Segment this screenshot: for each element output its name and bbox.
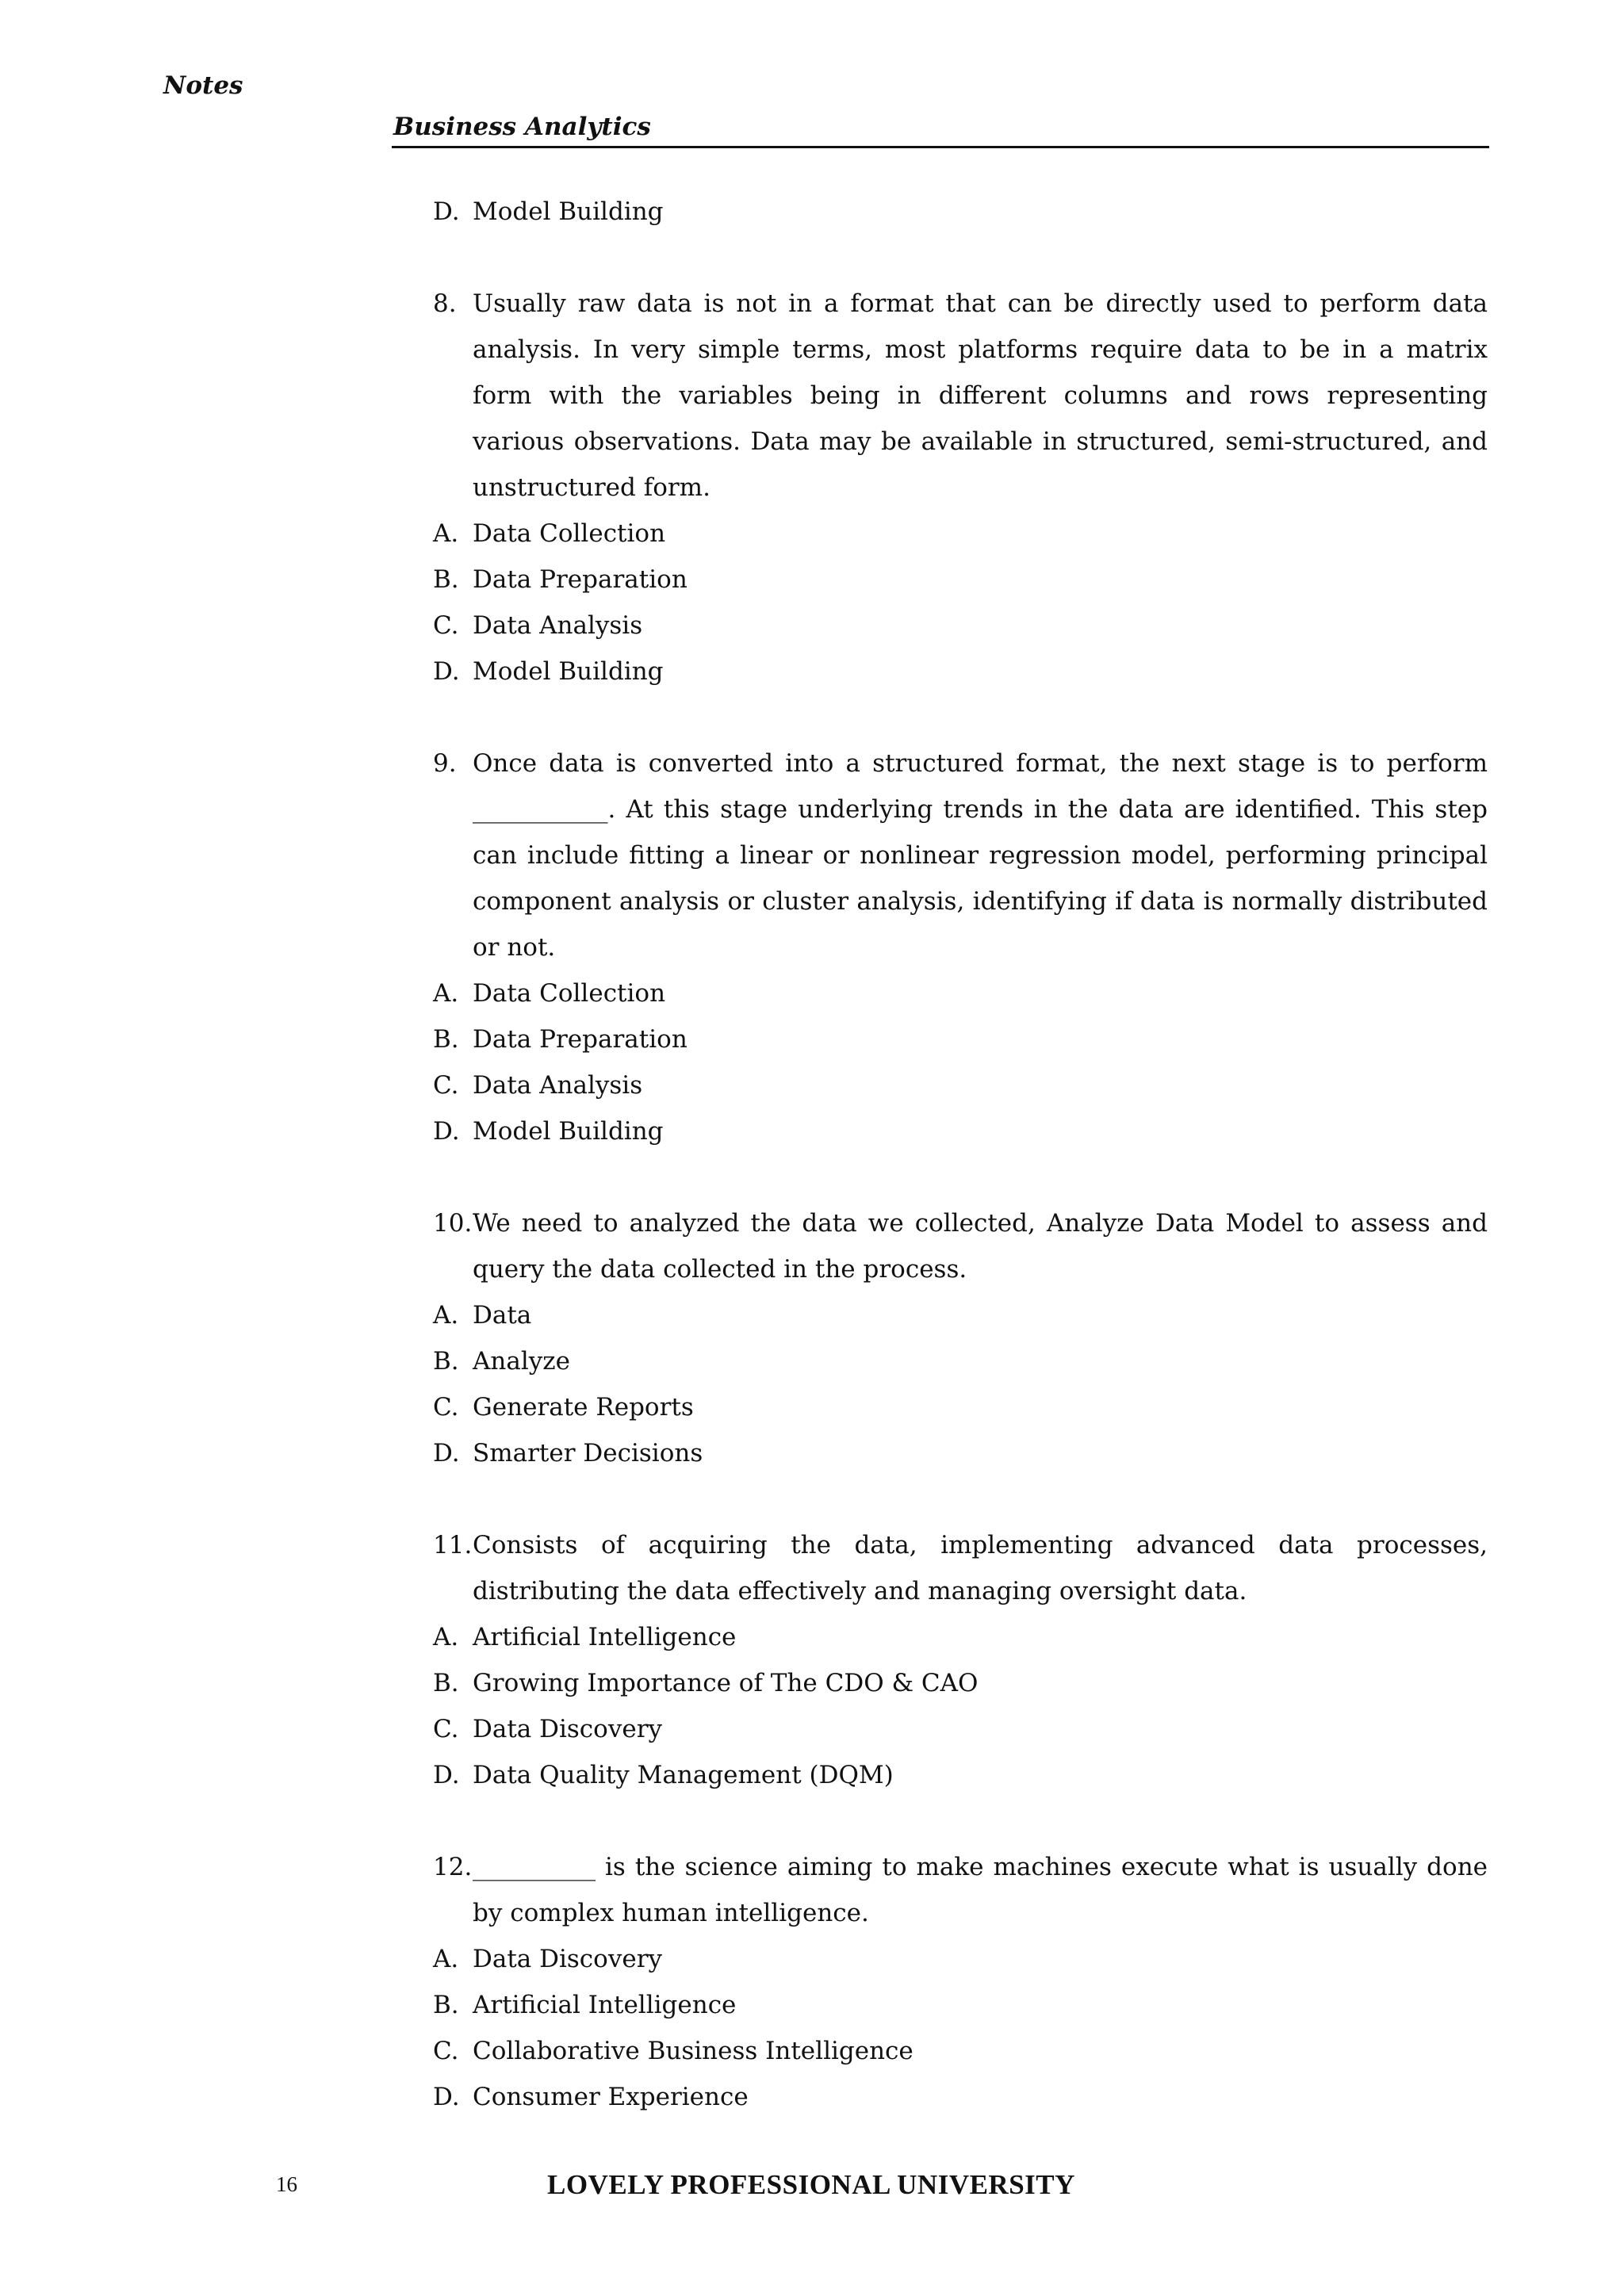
margin-notes-label: Notes: [163, 71, 243, 100]
option-label: A.: [433, 1623, 459, 1651]
question-8: [433, 281, 1488, 695]
option: [433, 1292, 1488, 1338]
option-text: Artificial Intelligence: [473, 1991, 737, 2019]
option-label: A.: [433, 1301, 459, 1330]
question-stem: [433, 281, 1488, 511]
option-label: D.: [433, 1439, 460, 1468]
option-text: Model Building: [473, 197, 664, 226]
option-label: D.: [433, 657, 460, 686]
running-header-title: Business Analytics: [393, 113, 651, 141]
option-text: Smarter Decisions: [473, 1439, 703, 1468]
question-number: 9.: [433, 749, 457, 778]
option-label: A.: [433, 1945, 459, 1973]
option-label: D.: [433, 2083, 460, 2111]
question-number: 12.: [433, 1853, 473, 1881]
option: [433, 1706, 1488, 1752]
option-label: B.: [433, 1991, 459, 2019]
option-label: C.: [433, 611, 459, 640]
option-text: Data Collection: [473, 979, 666, 1008]
option-text: Model Building: [473, 1117, 664, 1146]
question-text: __________ is the science aiming to make machines execute what is usually done by complex human intelligence.: [473, 1853, 1488, 1927]
option: [433, 511, 1488, 557]
question-list: [433, 189, 1488, 2166]
question-number: 11.: [433, 1531, 473, 1559]
option-text: Data Preparation: [473, 565, 688, 594]
option: [433, 970, 1488, 1016]
option-label: C.: [433, 2037, 459, 2065]
question-10: [433, 1200, 1488, 1476]
option: [433, 1660, 1488, 1706]
option: [433, 1108, 1488, 1154]
option-text: Growing Importance of The CDO & CAO: [473, 1669, 979, 1697]
question-12: [433, 1844, 1488, 2120]
option: [433, 557, 1488, 603]
option: [433, 2028, 1488, 2074]
option: [433, 1384, 1488, 1430]
option: [433, 1982, 1488, 2028]
question-number: 10.: [433, 1209, 473, 1238]
option-text: Data Discovery: [473, 1715, 663, 1743]
question-stem: [433, 1844, 1488, 1936]
question-text: Once data is converted into a structured format, the next stage is to perform ___________. At this stage underlying trends in the data are identified. This step can include fitting a linear or nonlinear regression model, performing principal component analysis or cluster analysis, identifying if data is normally distributed or not.: [473, 749, 1488, 962]
option-text: Model Building: [473, 657, 664, 686]
question-11: [433, 1522, 1488, 1798]
option-text: Artificial Intelligence: [473, 1623, 737, 1651]
option-label: B.: [433, 565, 459, 594]
option-text: Collaborative Business Intelligence: [473, 2037, 914, 2065]
option-label: B.: [433, 1347, 459, 1376]
option-label: B.: [433, 1025, 459, 1054]
option: [433, 189, 1488, 235]
question-stem: [433, 1200, 1488, 1292]
question-text: Usually raw data is not in a format that can be directly used to perform data analysis. In very simple terms, most platforms require data to be in a matrix form with the variables being in different columns and rows representing various observations. Data may be available in structured, semi-structured, and unstructured form.: [473, 289, 1488, 502]
option: [433, 1614, 1488, 1660]
option: [433, 1752, 1488, 1798]
option-label: C.: [433, 1071, 459, 1100]
option: [433, 603, 1488, 649]
option-text: Data Analysis: [473, 1071, 643, 1100]
option-label: D.: [433, 1761, 460, 1789]
question-stem: [433, 740, 1488, 970]
option-label: C.: [433, 1715, 459, 1743]
option: [433, 1016, 1488, 1062]
question-stem: [433, 1522, 1488, 1614]
question-text: Consists of acquiring the data, implementing advanced data processes, distributing the data effectively and managing oversight data.: [473, 1531, 1488, 1605]
option-text: Data Collection: [473, 519, 666, 548]
option-label: C.: [433, 1393, 459, 1422]
option-text: Data Preparation: [473, 1025, 688, 1054]
question-number: 8.: [433, 289, 457, 318]
option: [433, 2074, 1488, 2120]
header-rule: [392, 146, 1489, 148]
option-text: Data Analysis: [473, 611, 643, 640]
footer-university: LOVELY PROFESSIONAL UNIVERSITY: [547, 2169, 1075, 2200]
option: [433, 649, 1488, 695]
option-label: A.: [433, 979, 459, 1008]
question-7-continued: [433, 189, 1488, 235]
option-text: Data Quality Management (DQM): [473, 1761, 894, 1789]
page-number: 16: [276, 2172, 297, 2196]
option-label: B.: [433, 1669, 459, 1697]
option-text: Generate Reports: [473, 1393, 694, 1422]
option-text: Consumer Experience: [473, 2083, 749, 2111]
option: [433, 1430, 1488, 1476]
option: [433, 1936, 1488, 1982]
option-text: Data: [473, 1301, 532, 1330]
option: [433, 1338, 1488, 1384]
option-label: D.: [433, 197, 460, 226]
question-text: We need to analyzed the data we collected, Analyze Data Model to assess and query the data collected in the process.: [473, 1209, 1488, 1284]
option: [433, 1062, 1488, 1108]
option-label: D.: [433, 1117, 460, 1146]
option-text: Analyze: [473, 1347, 570, 1376]
question-9: [433, 740, 1488, 1154]
option-label: A.: [433, 519, 459, 548]
option-text: Data Discovery: [473, 1945, 663, 1973]
